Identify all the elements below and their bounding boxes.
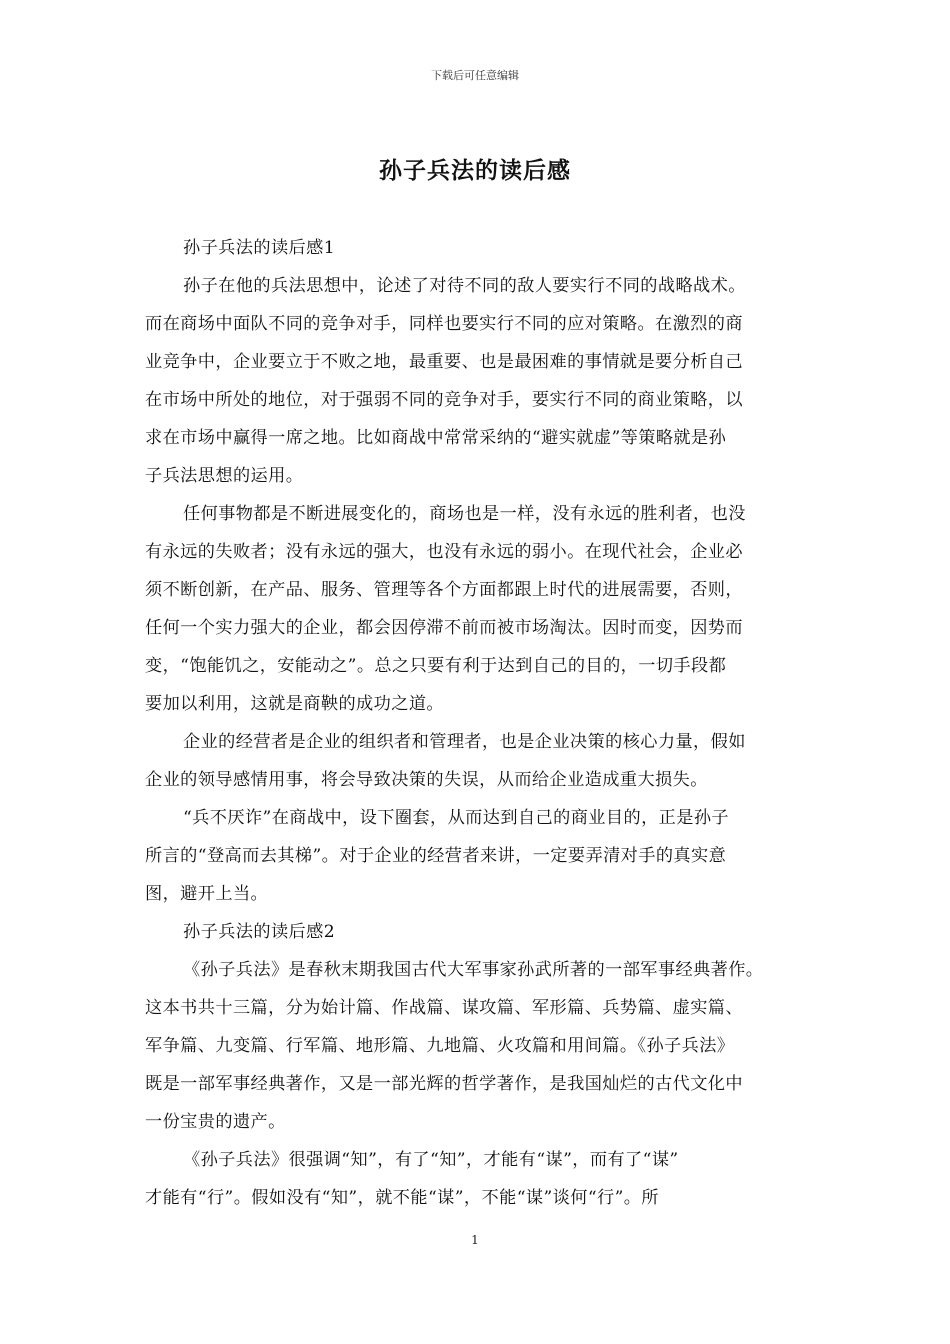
paragraph-line: 要加以利用，这就是商鞅的成功之道。 [145, 694, 444, 714]
paragraph-line: 《孙子兵法》很强调“知”，有了“知”，才能有“谋”，而有了“谋” [183, 1150, 679, 1170]
paragraph-line: 子兵法思想的运用。 [145, 466, 304, 486]
paragraph-line: 求在市场中赢得一席之地。比如商战中常常采纳的“避实就虚”等策略就是孙 [145, 428, 727, 448]
paragraph-line: 《孙子兵法》是春秋末期我国古代大军事家孙武所著的一部军事经典著作。 [183, 960, 764, 980]
paragraph-line: 在市场中所处的地位，对于强弱不同的竞争对手，要实行不同的商业策略，以 [145, 390, 743, 410]
paragraph-line: 任何一个实力强大的企业，都会因停滞不前而被市场淘汰。因时而变，因势而 [145, 618, 743, 638]
paragraph-line: 企业的领导感情用事，将会导致决策的失误，从而给企业造成重大损失。 [145, 770, 708, 790]
page-number: 1 [471, 1233, 479, 1247]
section-heading: 孙子兵法的读后感2 [183, 922, 336, 942]
paragraph-line: 所言的“登高而去其梯”。对于企业的经营者来讲，一定要弄清对手的真实意 [145, 846, 727, 866]
paragraph-line: 图，避开上当。 [145, 884, 269, 904]
document-body [145, 234, 809, 1212]
paragraph-line: 这本书共十三篇，分为始计篇、作战篇、谋攻篇、军形篇、兵势篇、虚实篇、 [145, 998, 743, 1018]
paragraph-line: 任何事物都是不断进展变化的，商场也是一样，没有永远的胜利者，也没 [183, 504, 746, 524]
header-note: 下载后可任意编辑 [431, 69, 519, 82]
paragraph-line: “兵不厌诈”在商战中，设下圈套，从而达到自己的商业目的，正是孙子 [183, 808, 730, 828]
paragraph-line: 业竞争中，企业要立于不败之地，最重要、也是最困难的事情就是要分析自己 [145, 352, 743, 372]
paragraph-line: 须不断创新，在产品、服务、管理等各个方面都跟上时代的进展需要，否则， [145, 580, 743, 600]
paragraph-line: 一份宝贵的遗产。 [145, 1112, 286, 1132]
page-title: 孙子兵法的读后感 [379, 157, 571, 184]
paragraph-line: 才能有“行”。假如没有“知”，就不能“谋”，不能“谋”谈何“行”。所 [145, 1188, 659, 1208]
paragraph-line: 企业的经营者是企业的组织者和管理者，也是企业决策的核心力量，假如 [183, 732, 746, 752]
paragraph-line: 有永远的失败者；没有永远的强大，也没有永远的弱小。在现代社会，企业必 [145, 542, 743, 562]
paragraph-line: 既是一部军事经典著作，又是一部光辉的哲学著作，是我国灿烂的古代文化中 [145, 1074, 743, 1094]
paragraph-line: 孙子在他的兵法思想中，论述了对待不同的敌人要实行不同的战略战术。 [183, 276, 746, 296]
section-heading: 孙子兵法的读后感1 [183, 238, 336, 258]
paragraph-line: 变，“饱能饥之，安能动之”。总之只要有利于达到自己的目的，一切手段都 [145, 656, 727, 676]
paragraph-line: 而在商场中面队不同的竞争对手，同样也要实行不同的应对策略。在激烈的商 [145, 314, 743, 334]
paragraph-line: 军争篇、九变篇、行军篇、地形篇、九地篇、火攻篇和用间篇。《孙子兵法》 [145, 1036, 735, 1056]
